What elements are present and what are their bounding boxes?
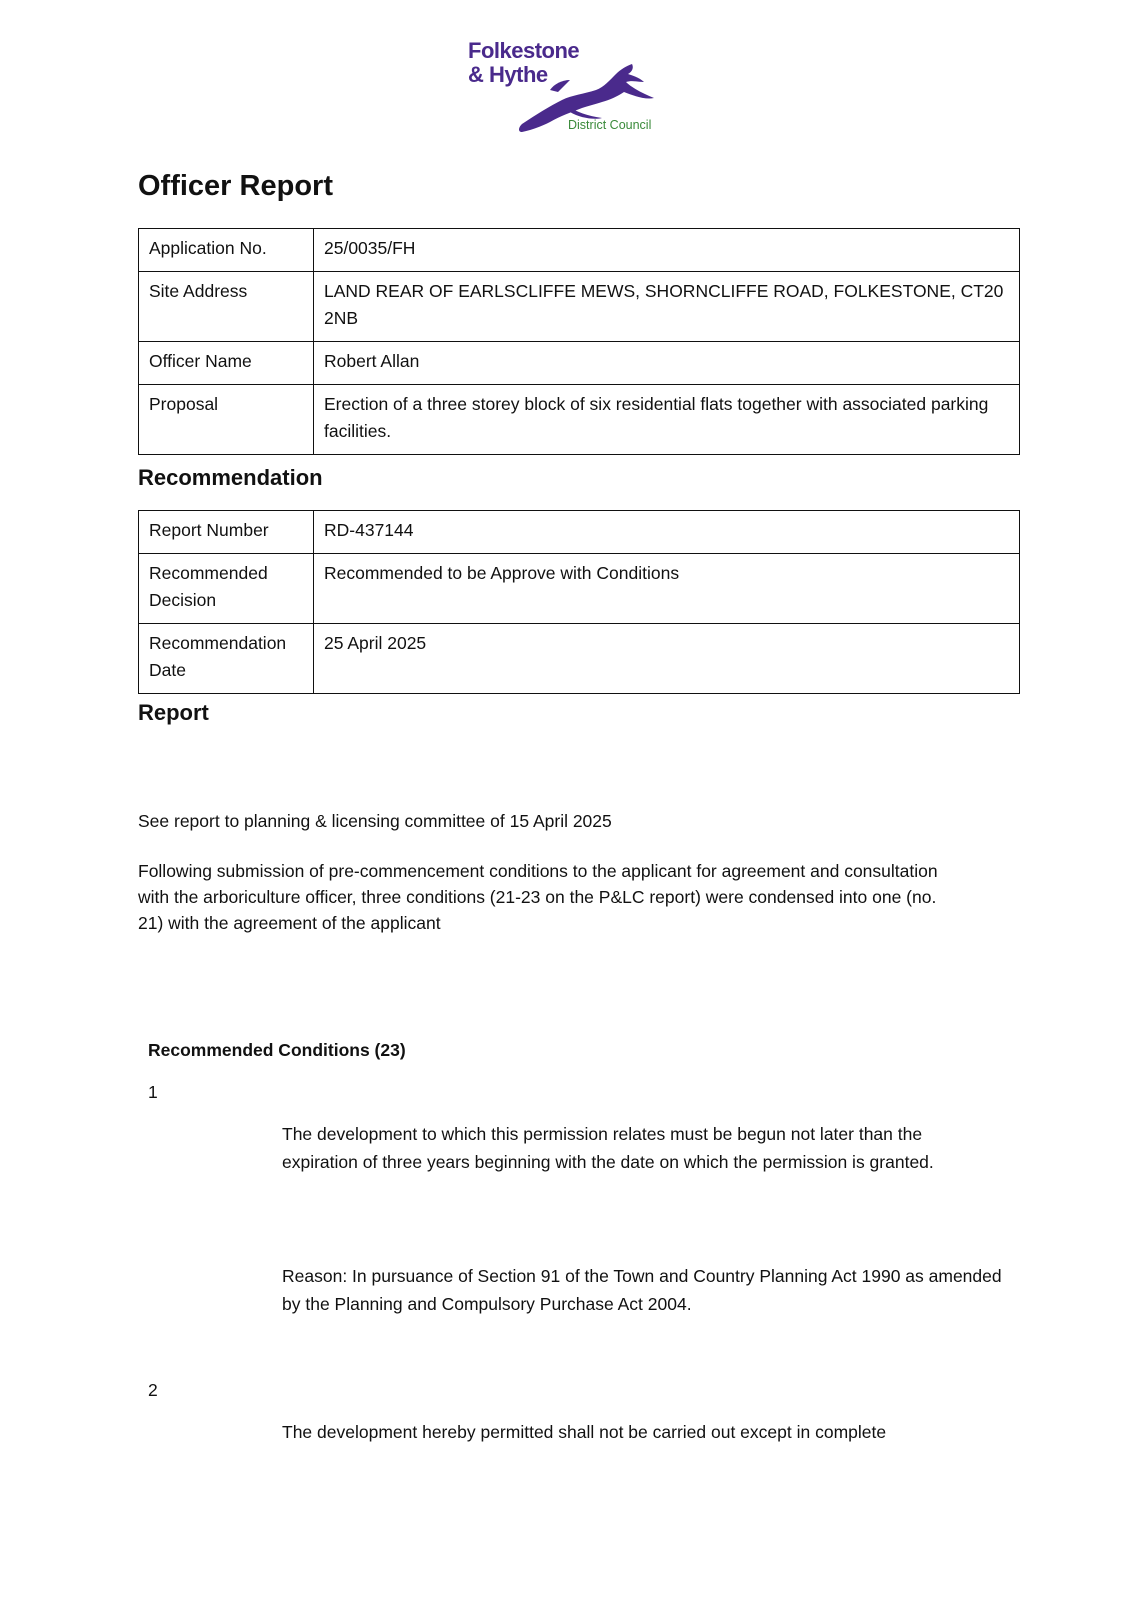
application-details-table: [138, 228, 1020, 455]
table-cell-value: Erection of a three storey block of six residential flats together with associated parking facilities.: [314, 385, 1020, 455]
table-row: [139, 385, 1020, 455]
table-cell-label: Report Number: [139, 511, 314, 554]
table-row: [139, 554, 1020, 624]
table-cell-value: 25/0035/FH: [314, 229, 1020, 272]
condition-reason: Reason: In pursuance of Section 91 of the Town and Country Planning Act 1990 as amended by the Planning and Compulsory Purchase Act 2004.: [282, 1266, 1002, 1314]
recommendation-heading: Recommendation: [138, 465, 323, 490]
page-title: Officer Report: [138, 170, 333, 202]
council-logo: [468, 36, 668, 140]
table-row: [139, 511, 1020, 554]
table-cell-value: 25 April 2025: [314, 624, 1020, 694]
table-cell-value: RD-437144: [314, 511, 1020, 554]
table-row: [139, 624, 1020, 694]
condition-number: 1: [148, 1082, 158, 1102]
table-cell-label: Officer Name: [139, 342, 314, 385]
logo-line-2: & Hythe: [468, 62, 548, 87]
table-cell-label: Application No.: [139, 229, 314, 272]
report-paragraph: See report to planning & licensing committee of 15 April 2025: [138, 811, 612, 831]
report-heading: Report: [138, 700, 209, 725]
table-row: [139, 272, 1020, 342]
logo-subtitle: District Council: [568, 118, 652, 132]
table-cell-value: Recommended to be Approve with Conditions: [314, 554, 1020, 624]
table-row: [139, 342, 1020, 385]
table-cell-label: Site Address: [139, 272, 314, 342]
logo-line-1: Folkestone: [468, 38, 580, 63]
recommendation-table: [138, 510, 1020, 694]
condition-text: The development to which this permission relates must be begun not later than the expiration of three years beginning with the date on which the permission is granted.: [282, 1124, 934, 1172]
table-row: [139, 229, 1020, 272]
table-cell-label: Proposal: [139, 385, 314, 455]
report-paragraph: Following submission of pre-commencement conditions to the applicant for agreement and consultation with the arboriculture officer, three conditions (21-23 on the P&LC report) were condensed into one (no. 21) with the agreement of the applicant: [138, 861, 938, 933]
condition-text: The development hereby permitted shall not be carried out except in complete: [282, 1422, 887, 1442]
condition-number: 2: [148, 1380, 158, 1400]
table-cell-value: Robert Allan: [314, 342, 1020, 385]
conditions-heading: Recommended Conditions (23): [148, 1040, 406, 1060]
table-cell-label: Recommended Decision: [139, 554, 314, 624]
table-cell-value: LAND REAR OF EARLSCLIFFE MEWS, SHORNCLIFFE ROAD, FOLKESTONE, CT20 2NB: [314, 272, 1020, 342]
table-cell-label: Recommendation Date: [139, 624, 314, 694]
